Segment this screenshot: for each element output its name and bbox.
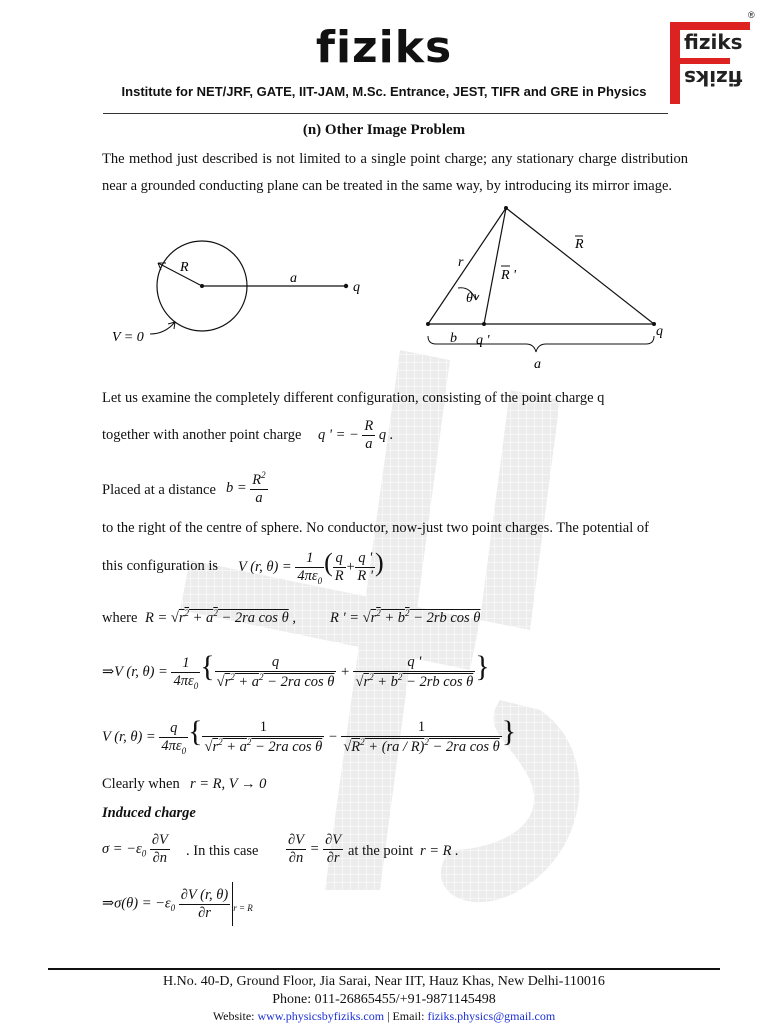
website-label: Website: [212,1009,255,1023]
footer-phone: Phone: 011-26865455/+91-9871145498 [272,992,496,1007]
label-q-right: q [656,324,663,339]
label-q: q [353,280,360,295]
text-clearly: Clearly when [102,776,180,792]
eq-b: b = $\frac{R^2}{a}$ [226,470,266,506]
eq-potential-expanded: ⇒V (r, θ) = $\frac{1}{4\pi\varepsilon_0}$ { $\frac{q}{√r^2 + a^2 - 2ra \cos \theta}$ + $\frac{q '}{√r^2 + b^2 - 2rb \cos \theta}$ } [102,650,490,691]
brand-title: fiziks [315,22,453,73]
email-link[interactable]: fiziks.physics@gmail.com [427,1009,556,1023]
label-q-prime: q ' [476,333,490,348]
eq-dV-dn: $\frac{\partial V}{\partial n}$ = $\frac{\partial V}{\partial r}$ [288,832,342,866]
eq-sigma: $\sigma = -\varepsilon_0$ $\frac{\partial V}{\partial n}$ [102,832,168,866]
footer-links [0,1009,768,1024]
header-divider [103,113,668,114]
eq-R-def: $R = √r^2 + a^2 - 2ra$ cos θ , [145,608,296,626]
induced-charge-heading: Induced charge [102,805,196,821]
label-V0: V = 0 [112,330,144,345]
label-R-prime: R ' [501,268,517,283]
text-in-this-case: . In this case [186,843,259,859]
eq-potential-final: V (r, θ) = $\frac{q}{4\pi\varepsilon_0}$ { $\frac{1}{√r^2 + a^2 - 2ra \cos \theta}$ − $\frac{1}{√R^2 + (ra / R)^2 - 2ra \cos \theta}$ } [102,715,517,756]
fiziks-logo [666,10,756,104]
label-R-bar: R [575,237,584,252]
logo-text-top: fiziks [684,30,743,54]
intro-paragraph: The method just described is not limited to a single point charge; any stationary charge distribution near a grounded conducting plane can be treated in the same way, by introducing its mirror image. [102,151,688,194]
website-link[interactable]: www.physicsbyfiziks.com [257,1009,385,1023]
text-at-point: at the point [348,843,414,859]
text-configuration: this configuration is [102,558,218,574]
eq-potential: V (r, θ) = $\frac{1}{4\pi\varepsilon_0}$ ( $\frac{q}{R}$ + $\frac{q '}{R '}$ ) [238,548,384,586]
text-examine: Let us examine the completely different configuration, consisting of the point charge q [102,390,605,406]
email-label: | Email: [387,1009,425,1023]
footer-address: H.No. 40-D, Ground Floor, Jia Sarai, Near IIT, Hauz Khas, New Delhi-110016 [163,974,605,989]
label-R: R [180,260,189,275]
text-where: where [102,610,138,626]
text-right-of-centre: to the right of the centre of sphere. No conductor, now-just two point charges. The potential of [102,520,649,536]
eq-q-prime: q ' = − $\frac{R}{a}$ q . [318,418,394,452]
text-placed-distance: Placed at a distance [102,482,216,498]
sphere-diagram [100,230,380,350]
eq-sigma-theta: ⇒σ(θ) = $-\varepsilon_0$ $\frac{\partial V (r, \theta)}{\partial r}$ $_{r = R}$ [102,882,253,926]
eq-limit: r = R, V → 0 [190,776,267,792]
section-title: (n) Other Image Problem [302,122,466,138]
image-charge-diagram [420,200,680,375]
label-a-right: a [534,357,541,372]
label-theta: θ [466,291,473,306]
label-b: b [450,331,457,346]
eq-Rp-def: R ' = $√r^2 + b^2 - 2rb$ cos θ [330,608,481,626]
label-a: a [290,271,297,286]
registered-mark: ® [748,10,755,20]
eq-r-equals-R: r = R . [420,843,459,859]
logo-text-bottom: fiziks [684,66,743,90]
text-another-charge: together with another point charge [102,427,302,443]
label-r: r [458,255,464,270]
footer-divider [48,968,720,970]
institute-tagline: Institute for NET/JRF, GATE, IIT-JAM, M.Sc. Entrance, JEST, TIFR and GRE in Physics [121,84,647,99]
